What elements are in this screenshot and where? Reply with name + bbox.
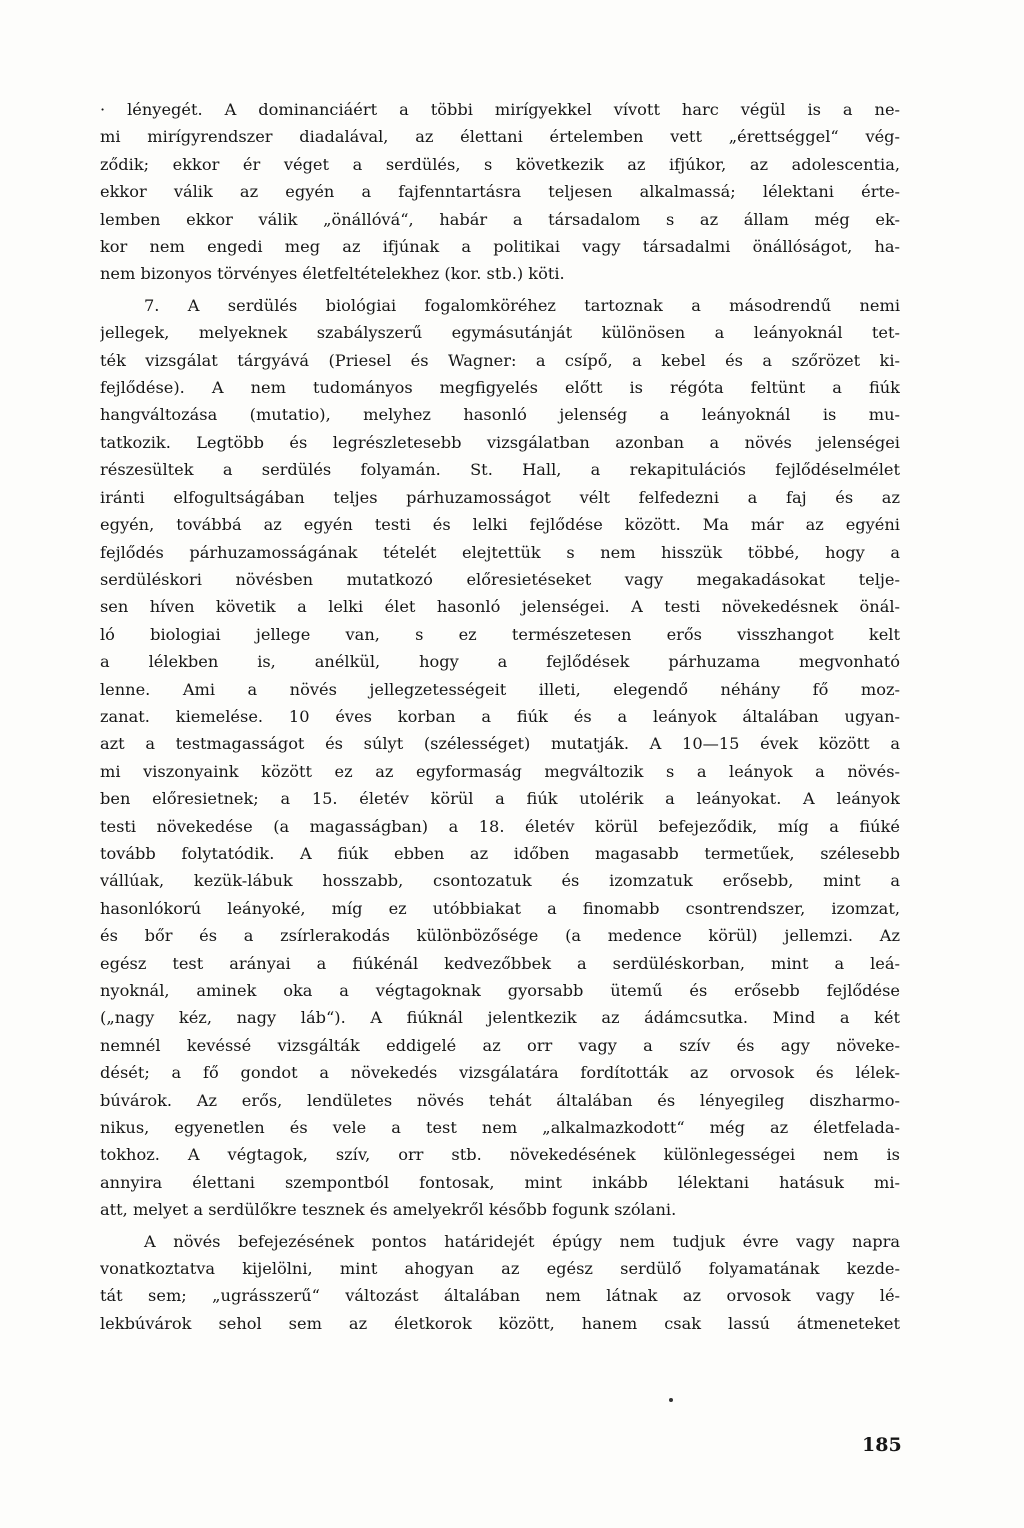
- paragraph-1: [100, 96, 900, 288]
- text-line: · lényegét. A dominanciáért a többi mirígyekkel vívott harc végül is a ne-: [100, 100, 900, 119]
- text-line: azt a testmagasságot és súlyt (szélességet) mutatják. A 10—15 évek között a: [100, 734, 900, 754]
- text-line: ekkor válik az egyén a fajfenntartásra teljesen alkalmassá; lélektani érte-: [100, 182, 900, 202]
- text-line: mi mirígyrendszer diadalával, az élettani értelemben vett „érettséggel“ vég-: [100, 127, 900, 147]
- text-line: att, melyet a serdülőkre tesznek és amelyekről később fogunk szólani.: [100, 1200, 677, 1220]
- text-line: lemben ekkor válik „önállóvá“, habár a társadalom s az állam még ek-: [100, 209, 900, 229]
- text-line: egész test arányai a fiúkénál kedvezőbbek a serdüléskorban, mint a leá-: [100, 953, 900, 973]
- text-line: vállúak, kezük-lábuk hosszabb, csontozatuk és izomzatuk erősebb, mint a: [100, 871, 900, 891]
- text-line: és bőr és a zsírlerakodás különbözősége (a medence körül) jellemzi. Az: [100, 926, 900, 946]
- text-line: nyoknál, aminek oka a végtagoknak gyorsabb ütemű és erősebb fejlődése: [100, 981, 900, 1000]
- text-line: zanat. kiemelése. 10 éves korban a fiúk és a leányok általában ugyan-: [100, 706, 900, 726]
- text-line: tovább folytatódik. A fiúk ebben az időben magasabb termetűek, szélesebb: [100, 843, 900, 863]
- ink-speck: [669, 1398, 673, 1402]
- text-line: ben előresietnek; a 15. életév körül a fiúk utolérik a leányokat. A leányok: [100, 789, 900, 809]
- text-line: hasonlókorú leányoké, míg ez utóbbiakat a finomabb csontrendszer, izomzat,: [100, 898, 900, 918]
- text-line: a lélekben is, anélkül, hogy a fejlődések párhuzama megvonható: [100, 652, 900, 672]
- paragraph-3: [100, 1228, 900, 1338]
- text-line: ződik; ekkor ér véget a serdülés, s következik az ifjúkor, az adolescentia,: [100, 154, 900, 174]
- text-line: iránti elfogultságában teljes párhuzamosságot vélt felfedezni a faj és az: [100, 487, 900, 507]
- text-line: lenne. Ami a növés jellegzetességeit illeti, elegendő néhány fő moz-: [100, 679, 900, 699]
- text-line: kor nem engedi meg az ifjúnak a politikai vagy társadalmi önállóságot, ha-: [100, 237, 900, 257]
- page-text: [100, 96, 900, 1337]
- text-line: 7. A serdülés biológiai fogalomköréhez tartoznak a másodrendű nemi: [144, 295, 900, 315]
- text-line: ló biologiai jellege van, s ez természetesen erős visszhangot kelt: [100, 624, 900, 644]
- page-number: 185: [862, 1434, 902, 1456]
- text-line: egyén, továbbá az egyén testi és lelki fejlődése között. Ma már az egyéni: [100, 515, 900, 535]
- text-line: testi növekedése (a magasságban) a 18. életév körül befejeződik, míg a fiúké: [100, 816, 900, 836]
- paragraph-2: [100, 292, 900, 1224]
- text-line: fejlődése). A nem tudományos megfigyelés előtt is régóta feltünt a fiúk: [100, 378, 900, 398]
- text-line: ték vizsgálat tárgyává (Priesel és Wagner: a csípő, a kebel és a szőrözet ki-: [100, 350, 900, 370]
- text-line: A növés befejezésének pontos határidejét épúgy nem tudjuk évre vagy napra: [144, 1231, 900, 1251]
- text-line: sen híven követik a lelki élet hasonló jelenségei. A testi növekedésnek önál-: [100, 597, 900, 617]
- text-line: hangváltozása (mutatio), melyhez hasonló jelenség a leányoknál is mu-: [100, 405, 900, 425]
- text-line: nikus, egyenetlen és vele a test nem „alkalmazkodott“ még az életfelada-: [100, 1118, 900, 1138]
- text-line: búvárok. Az erős, lendületes növés tehát általában és lényegileg diszharmo-: [100, 1090, 900, 1110]
- text-line: jellegek, melyeknek szabályszerű egymásutánját különösen a leányoknál tet-: [100, 323, 900, 343]
- text-line: tát sem; „ugrásszerű“ változást általában nem látnak az orvosok vagy lé-: [100, 1286, 900, 1306]
- text-line: annyira élettani szempontból fontosak, mint inkább lélektani hatásuk mi-: [100, 1172, 900, 1192]
- text-line: részesültek a serdülés folyamán. St. Hall, a rekapitulációs fejlődéselmélet: [100, 460, 900, 480]
- text-line: fejlődés párhuzamosságának tételét elejtettük s nem hisszük többé, hogy a: [100, 542, 900, 562]
- text-line: lekbúvárok sehol sem az életkorok között, hanem csak lassú átmeneteket: [100, 1313, 900, 1333]
- text-line: mi viszonyaink között ez az egyformaság megváltozik s a leányok a növés-: [100, 761, 900, 781]
- text-line: serdüléskori növésben mutatkozó előresietéseket vagy megakadásokat telje-: [100, 569, 900, 589]
- text-line: vonatkoztatva kijelölni, mint ahogyan az egész serdülő folyamatának kezde-: [100, 1259, 900, 1279]
- text-line: („nagy kéz, nagy láb“). A fiúknál jelentkezik az ádámcsutka. Mind a két: [100, 1008, 900, 1028]
- text-line: nem bizonyos törvényes életfeltételekhez (kor. stb.) köti.: [100, 264, 565, 284]
- text-line: tokhoz. A végtagok, szív, orr stb. növekedésének különlegességei nem is: [100, 1145, 900, 1165]
- text-line: nemnél kevéssé vizsgálták eddigelé az orr vagy a szív és agy növeke-: [100, 1035, 900, 1055]
- text-line: tatkozik. Legtöbb és legrészletesebb vizsgálatban azonban a növés jelenségei: [100, 432, 900, 452]
- text-line: dését; a fő gondot a növekedés vizsgálatára fordították az orvosok és lélek-: [100, 1063, 900, 1083]
